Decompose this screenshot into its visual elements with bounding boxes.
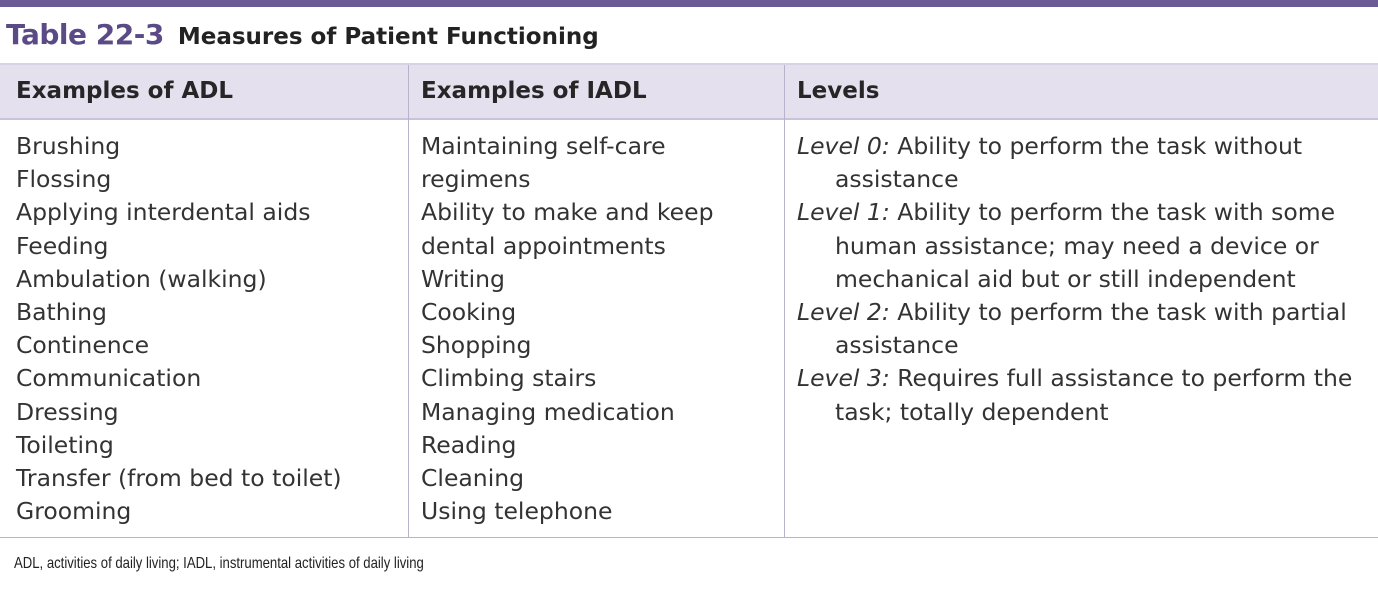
adl-item: Grooming xyxy=(16,497,132,526)
adl-item: Flossing xyxy=(16,165,112,194)
level-item xyxy=(797,196,1352,229)
level-text: assistance xyxy=(835,331,959,360)
iadl-item: Cleaning xyxy=(421,464,525,493)
level-item xyxy=(797,362,1352,395)
iadl-item: Shopping xyxy=(421,331,532,360)
adl-item: Transfer (from bed to toilet) xyxy=(16,464,342,493)
header-row xyxy=(0,65,1378,120)
adl-item: Brushing xyxy=(16,132,121,160)
iadl-item: dental appointments xyxy=(421,231,666,260)
level-text: human assistance; may need a device or xyxy=(835,231,1319,260)
level-text: mechanical aid but or still independent xyxy=(835,264,1296,293)
table-title-text: Measures of Patient Functioning xyxy=(177,24,599,50)
adl-column xyxy=(16,130,342,528)
table-title xyxy=(6,18,599,58)
adl-item: Toileting xyxy=(16,430,114,459)
level-item-continuation xyxy=(797,263,1352,296)
iadl-item: Cooking xyxy=(421,298,517,327)
level-text: assistance xyxy=(835,165,959,194)
iadl-item: Writing xyxy=(421,264,505,293)
top-rule xyxy=(0,0,1378,7)
level-label: Level 0: xyxy=(797,132,890,160)
level-text: Ability to perform the task without xyxy=(889,132,1303,160)
level-item-continuation xyxy=(797,329,1352,362)
iadl-column xyxy=(421,130,714,528)
level-item xyxy=(797,296,1352,329)
adl-item: Applying interdental aids xyxy=(16,198,311,227)
header-iadl: Examples of IADL xyxy=(421,78,647,104)
iadl-item: Reading xyxy=(421,430,517,459)
level-label: Level 3: xyxy=(797,364,890,393)
iadl-item: Using telephone xyxy=(421,497,613,526)
iadl-item: Climbing stairs xyxy=(421,364,597,393)
header-levels: Levels xyxy=(797,78,880,104)
body-row xyxy=(0,120,1378,537)
level-item-continuation xyxy=(797,230,1352,263)
adl-item: Dressing xyxy=(16,397,119,426)
footer-divider xyxy=(0,537,1378,538)
table xyxy=(0,63,1378,598)
header-adl: Examples of ADL xyxy=(16,78,234,104)
adl-item: Communication xyxy=(16,364,202,393)
level-text: Ability to perform the task with partial xyxy=(889,298,1347,327)
iadl-item: Managing medication xyxy=(421,397,675,426)
table-number: Table 22-3 xyxy=(6,18,164,51)
footnote: ADL, activities of daily living; IADL, instrumental activities of daily living xyxy=(14,555,424,572)
adl-item: Bathing xyxy=(16,298,107,327)
level-text: Ability to perform the task with some xyxy=(889,198,1336,227)
iadl-item: Ability to make and keep xyxy=(421,198,714,227)
adl-item: Ambulation (walking) xyxy=(16,264,267,293)
level-item-continuation xyxy=(797,163,1352,196)
adl-item: Feeding xyxy=(16,231,109,260)
level-item-continuation xyxy=(797,396,1352,429)
levels-column xyxy=(797,130,1352,429)
iadl-item: Maintaining self-care xyxy=(421,132,666,160)
level-label: Level 2: xyxy=(797,298,890,327)
level-item xyxy=(797,130,1352,163)
iadl-item: regimens xyxy=(421,165,531,194)
adl-item: Continence xyxy=(16,331,150,360)
level-text: Requires full assistance to perform the xyxy=(889,364,1353,393)
level-label: Level 1: xyxy=(797,198,890,227)
level-text: task; totally dependent xyxy=(835,397,1109,426)
